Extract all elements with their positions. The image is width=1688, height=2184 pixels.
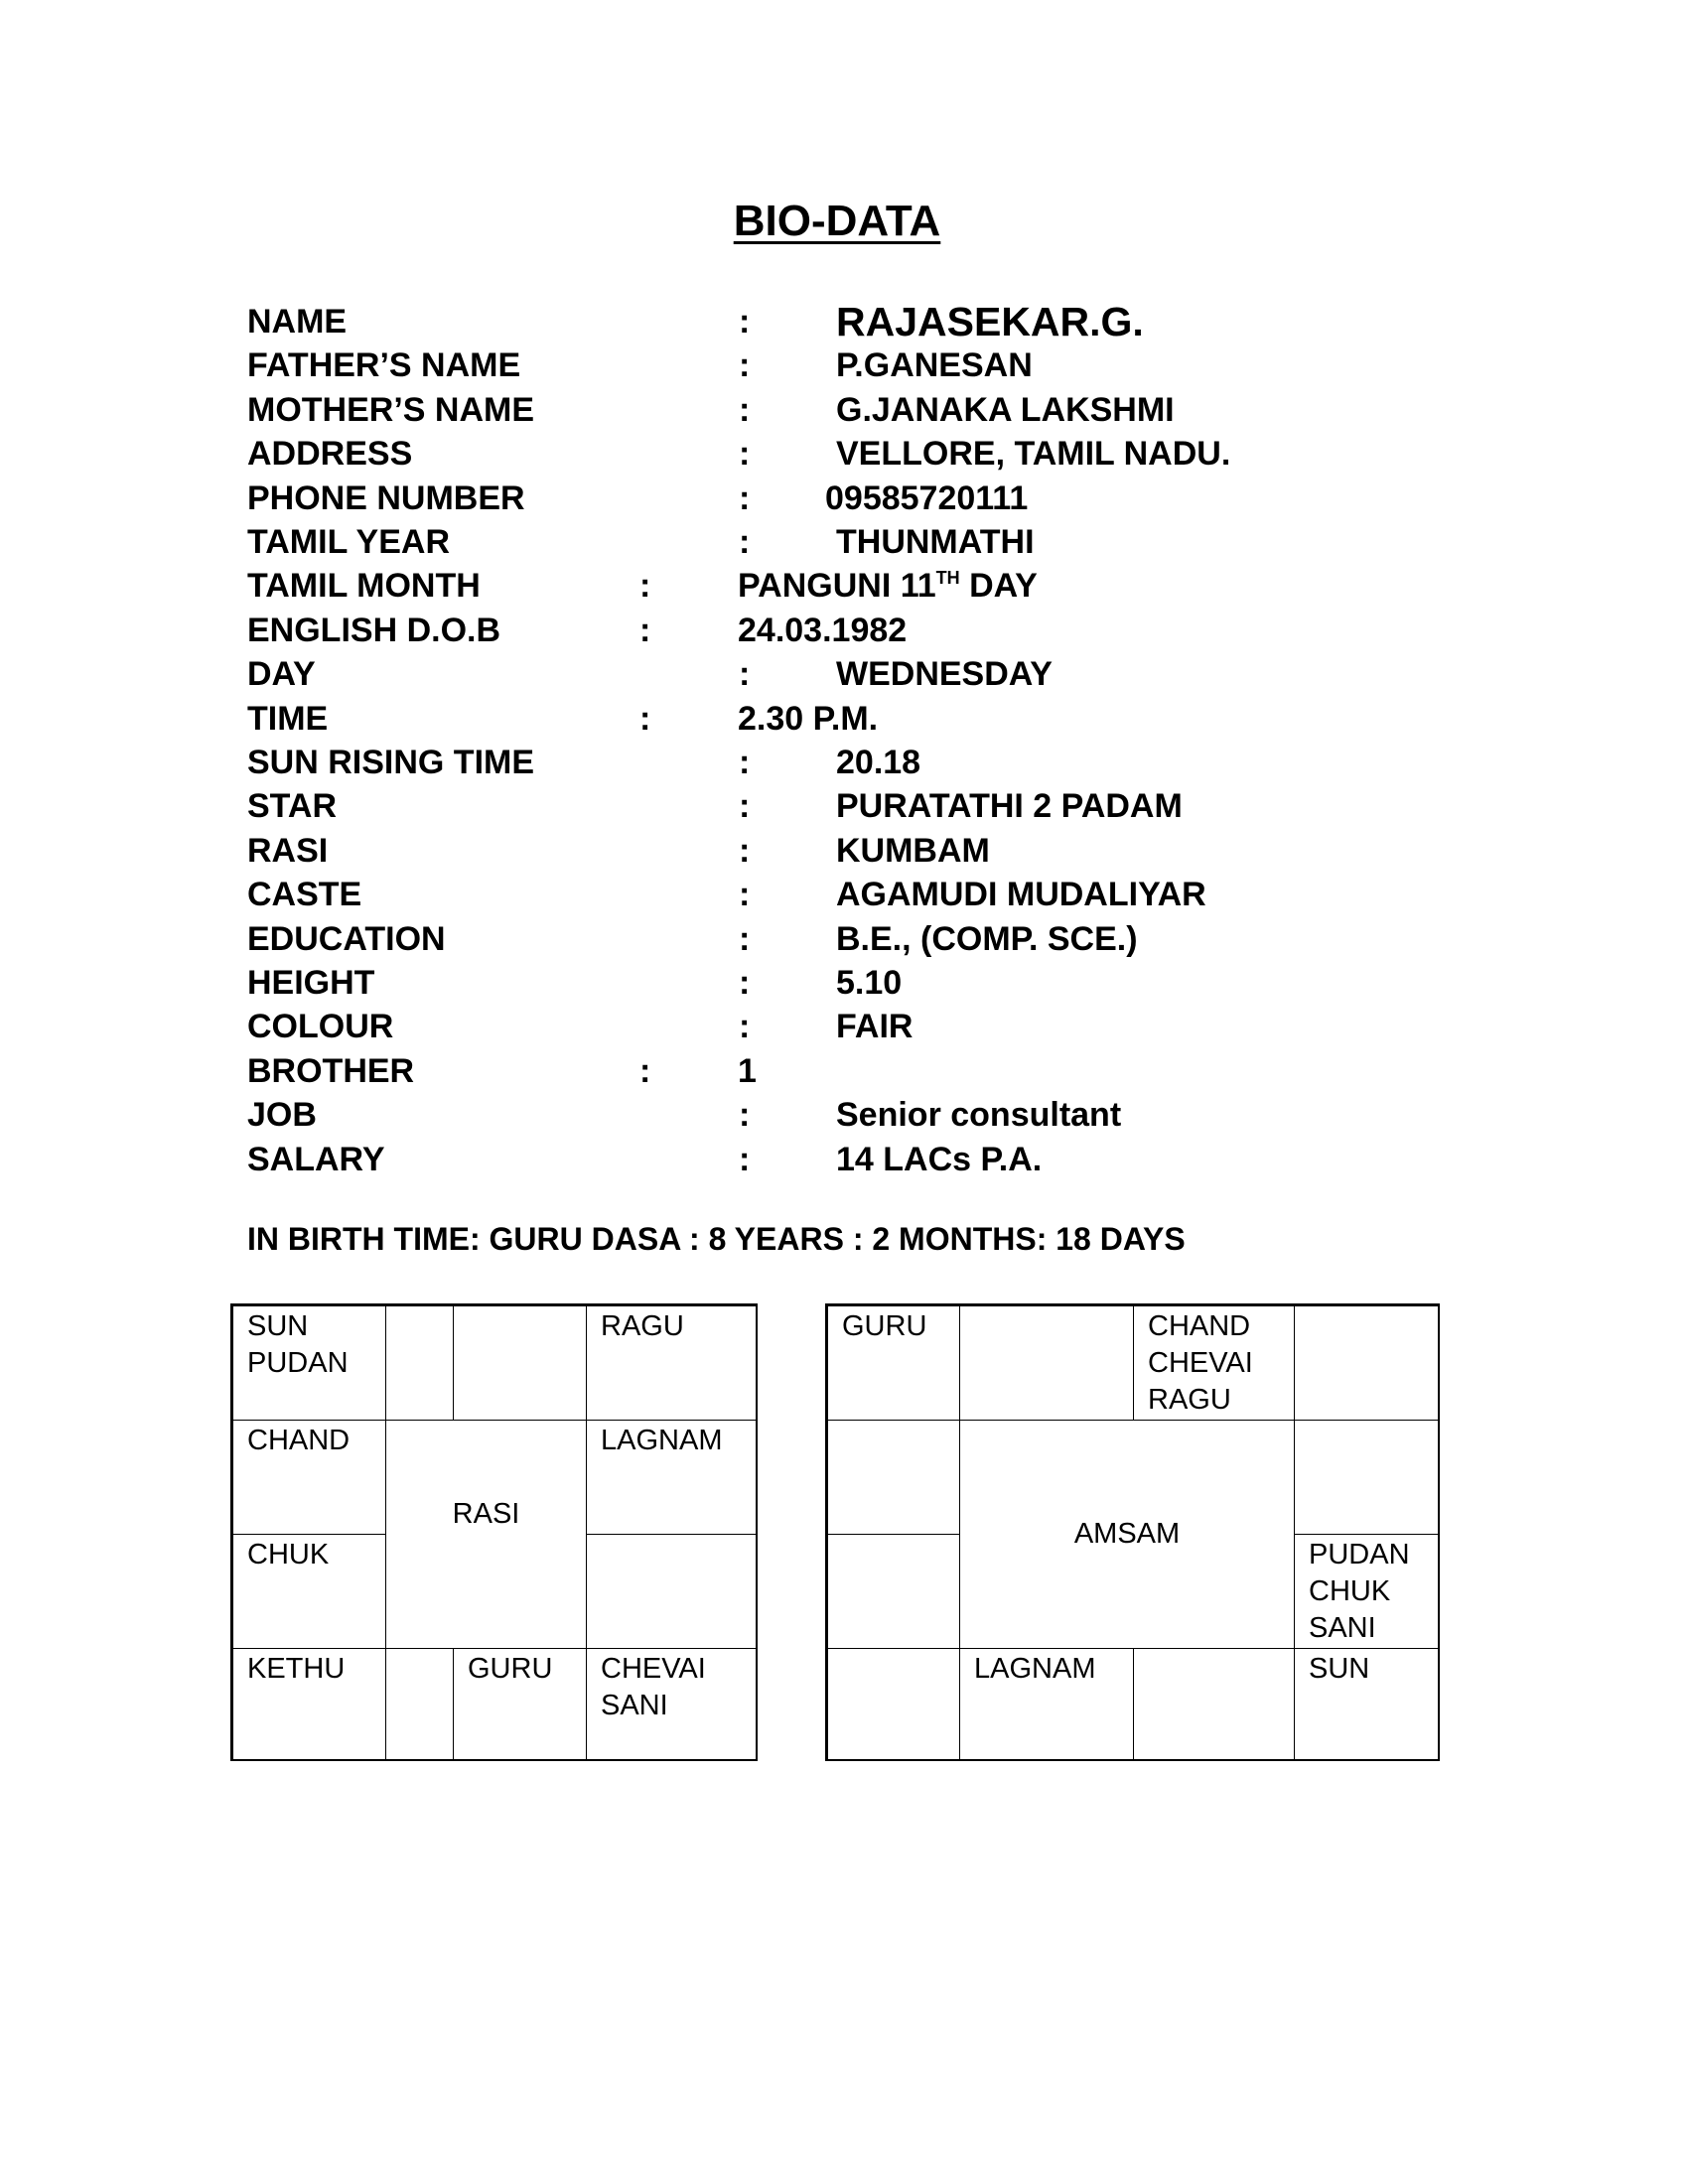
colon-separator: : (739, 346, 751, 385)
page-title: BIO-DATA (733, 197, 941, 245)
rasi-cell: KETHU (232, 1648, 386, 1761)
field-label: SALARY (247, 1140, 385, 1178)
field-label: FATHER’S NAME (247, 346, 521, 385)
amsam-cell: LAGNAM (959, 1648, 1134, 1761)
rasi-cell: CHUK (232, 1534, 386, 1649)
field-value: 09585720111 (825, 478, 1029, 517)
field-value: 24.03.1982 (738, 611, 908, 649)
amsam-cell: PUDAN CHUK SANI (1294, 1534, 1440, 1649)
field-label: JOB (247, 1096, 317, 1135)
field-label: ENGLISH D.O.B (247, 611, 501, 649)
field-value: B.E., (COMP. SCE.) (836, 919, 1138, 958)
rasi-cell: CHEVAI SANI (586, 1648, 758, 1761)
field-label: TAMIL MONTH (247, 567, 481, 606)
field-value: 14 LACs P.A. (836, 1140, 1043, 1178)
amsam-cell (827, 1420, 960, 1535)
field-label: RASI (247, 831, 329, 870)
field-value: 2.30 P.M. (738, 699, 879, 738)
field-value: RAJASEKAR.G. (836, 299, 1144, 344)
field-label: EDUCATION (247, 919, 446, 958)
field-value (738, 564, 1038, 608)
field-value: 20.18 (836, 744, 921, 781)
field-value: 5.10 (836, 964, 903, 1002)
amsam-cell: CHAND CHEVAI RAGU (1133, 1305, 1295, 1421)
amsam-cell (827, 1648, 960, 1761)
colon-separator: : (739, 787, 751, 826)
birth-time-dasa: IN BIRTH TIME: GURU DASA : 8 YEARS : 2 MONTHS: 18 DAYS (247, 1221, 1186, 1257)
field-label: STAR (247, 787, 338, 826)
colon-separator: : (639, 699, 651, 738)
amsam-cell (959, 1305, 1134, 1421)
field-value: WEDNESDAY (836, 655, 1053, 694)
field-value: THUNMATHI (836, 523, 1035, 561)
colon-separator: : (739, 744, 751, 781)
amsam-cell: GURU (827, 1305, 960, 1421)
field-value: PURATATHI 2 PADAM (836, 787, 1183, 826)
rasi-cell: GURU (453, 1648, 587, 1761)
colon-separator: : (739, 1140, 751, 1178)
colon-separator: : (739, 478, 751, 517)
field-value: FAIR (836, 1008, 914, 1046)
colon-separator: : (639, 567, 651, 606)
field-label: MOTHER’S NAME (247, 390, 534, 429)
rasi-cell: SUN PUDAN (232, 1305, 386, 1421)
field-label: DAY (247, 655, 316, 694)
rasi-cell (385, 1305, 454, 1421)
rasi-chart (230, 1303, 758, 1761)
field-label: HEIGHT (247, 964, 375, 1002)
amsam-cell (1294, 1305, 1440, 1421)
amsam-cell (827, 1534, 960, 1649)
field-value: G.JANAKA LAKSHMI (836, 390, 1175, 429)
colon-separator: : (739, 1096, 751, 1135)
amsam-cell: SUN (1294, 1648, 1440, 1761)
field-value: P.GANESAN (836, 346, 1033, 385)
value-text: PANGUNI 11 (738, 567, 936, 606)
rasi-center-label: RASI (385, 1420, 587, 1649)
rasi-cell: RAGU (586, 1305, 758, 1421)
field-label: COLOUR (247, 1008, 394, 1046)
colon-separator: : (739, 435, 751, 474)
value-suffix: DAY (959, 567, 1038, 606)
field-label: TIME (247, 699, 329, 738)
rasi-cell: CHAND (232, 1420, 386, 1535)
colon-separator: : (739, 390, 751, 429)
field-label: CASTE (247, 876, 362, 914)
field-value: Senior consultant (836, 1096, 1122, 1135)
field-value: KUMBAM (836, 831, 990, 870)
field-value: VELLORE, TAMIL NADU. (836, 435, 1231, 474)
rasi-cell: LAGNAM (586, 1420, 758, 1535)
amsam-center-label: AMSAM (959, 1420, 1295, 1649)
field-label: SUN RISING TIME (247, 744, 535, 781)
rasi-cell (385, 1648, 454, 1761)
value-superscript: TH (935, 568, 960, 589)
colon-separator: : (739, 655, 751, 694)
colon-separator: : (739, 831, 751, 870)
field-label: BROTHER (247, 1051, 415, 1090)
colon-separator: : (739, 919, 751, 958)
field-label: PHONE NUMBER (247, 478, 525, 517)
colon-separator: : (739, 303, 751, 341)
rasi-cell (453, 1305, 587, 1421)
field-label: NAME (247, 303, 348, 341)
colon-separator: : (739, 1008, 751, 1046)
colon-separator: : (739, 876, 751, 914)
colon-separator: : (639, 1051, 651, 1090)
field-label: ADDRESS (247, 435, 413, 474)
field-value: AGAMUDI MUDALIYAR (836, 876, 1206, 914)
amsam-cell (1294, 1420, 1440, 1535)
amsam-chart (825, 1303, 1440, 1761)
colon-separator: : (739, 523, 751, 561)
field-value: 1 (738, 1051, 757, 1090)
colon-separator: : (639, 611, 651, 649)
field-label: TAMIL YEAR (247, 523, 451, 561)
colon-separator: : (739, 964, 751, 1002)
rasi-cell (586, 1534, 758, 1649)
amsam-cell (1133, 1648, 1295, 1761)
